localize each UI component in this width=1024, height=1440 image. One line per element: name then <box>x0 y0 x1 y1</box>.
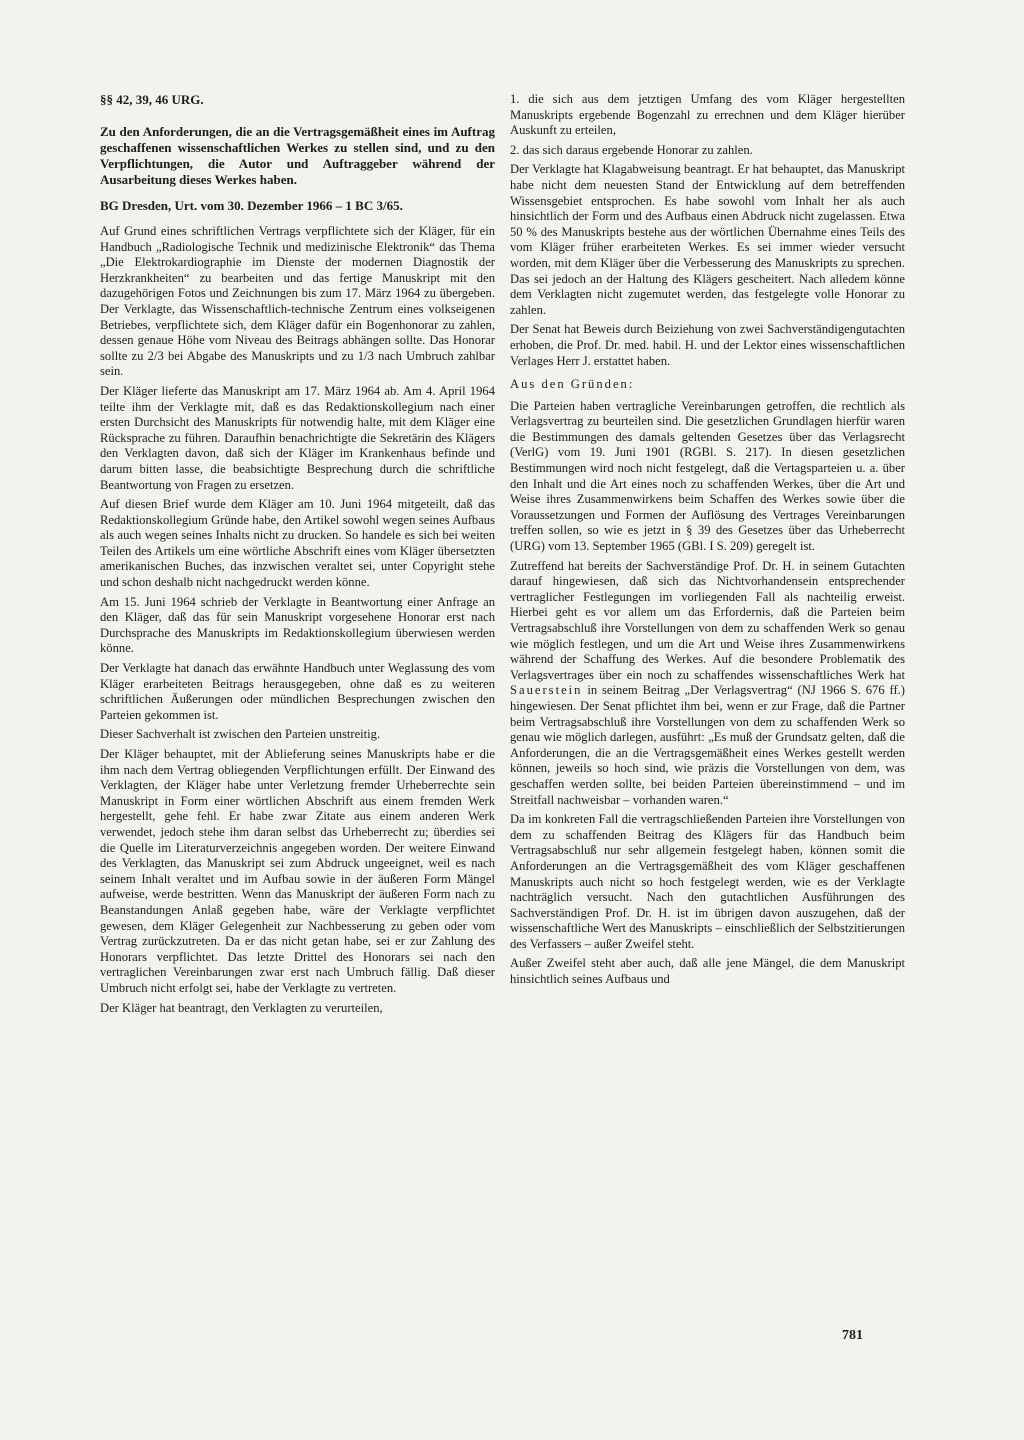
right-column <box>510 92 905 992</box>
list-item: 2. das sich daraus ergebende Honorar zu zahlen. <box>510 142 753 157</box>
paragraph: Der Kläger behauptet, mit der Ablieferung seines Manuskripts habe er die ihm nach dem Vertrag obliegenden Verpflichtungen erfüllt. Der Einwand des Verklagten, der Kläger habe unter Verletzung fremder Urheberrechte sein Manuskript in Form einer wörtlichen Abschrift aus einem fremden Werk hergestellt, gehe fehl. Er habe zwar Zitate aus einem anderen Werk verwendet, jedoch stehe ihm daran selbst das Urheberrecht zu; überdies sei die Quelle im Literaturverzeichnis angegeben worden. Der weitere Einwand des Verklagten, das Manuskript sei zum Abdruck ungeeignet, weil es nach seinem Inhalt veraltet und im Aufbau sowie in der äußeren Form Mängel aufweise, werde bestritten. Wenn das Manuskript der äußeren Form nach zu Beanstandungen Anlaß gegeben habe, wäre der Verklagte verpflichtet gewesen, dem Kläger Gelegenheit zur Nachbesserung zu geben oder vom Vertrag zurückzutreten. Da er das nicht getan habe, sei er zur Zahlung des Honorars verpflichtet. Das letzte Drittel des Honorars sei nach den vertraglichen Vereinbarungen zwar erst nach Umbruch fällig. Daß dieser Umbruch nicht erfolgt sei, habe der Verklagte zu vertreten. <box>100 747 495 995</box>
list-item: 1. die sich aus dem jetztigen Umfang des vom Kläger hergestellten Manuskripts ergebende Bogenzahl zu errechnen und dem Kläger hierüber Auskunft zu erteilen, <box>510 92 905 138</box>
author-name: Sauerstein <box>510 683 583 698</box>
court-citation: BG Dresden, Urt. vom 30. Dezember 1966 – 1 BC 3/65. <box>100 198 403 214</box>
paragraph: Dieser Sachverhalt ist zwischen den Parteien unstreitig. <box>100 727 381 742</box>
page-number: 781 <box>842 1328 863 1343</box>
paragraph: Die Parteien haben vertragliche Vereinbarungen getroffen, die rechtlich als Verlagsvertrag zu beurteilen sind. Die gesetzlichen Grundlagen hierfür waren die Bestimmungen des damals geltenden Gesetzes über das Verlagsrecht (VerlG) vom 19. Juni 1901 (RGBl. S. 217). In diesen gesetzlichen Bestimmungen wird noch nicht festgelegt, daß die Vertagsparteien u. a. über den Inhalt und die Art eines noch zu schaffenden Werkes, über die Art und Weise ihres Zusammenwirkens beim Schaffen des Werkes sowie über die Voraussetzungen und Formen der Auflösung des Vertrages Vereinbarungen treffen sollen, so wie es jetzt in § 39 des Gesetzes über das Urheberrecht (URG) vom 13. September 1965 (GBl. I S. 209) geregelt ist. <box>510 398 905 554</box>
paragraph: Auf diesen Brief wurde dem Kläger am 10. Juni 1964 mitgeteilt, daß das Redaktionskollegium Gründe habe, den Artikel sowohl wegen seines Aufbaus als auch wegen seines Inhalts nicht zu drucken. So handele es sich bei weiten Teilen des Artikels um eine wörtliche Abschrift eines vom Kläger übersetzten amerikanischen Buches, das inzwischen veraltet sei, unter Copyright stehe und schon deshalb nicht nachgedruckt werden könne. <box>100 497 495 590</box>
paragraph: Der Senat hat Beweis durch Beiziehung von zwei Sachverständigengutachten erhoben, die Prof. Dr. med. habil. H. und der Lektor eines wissenschaftlichen Verlages Herr J. erstattet haben. <box>510 322 905 368</box>
statute-reference: §§ 42, 39, 46 URG. <box>100 92 204 107</box>
paragraph <box>510 559 905 809</box>
section-heading: Aus den Gründen: <box>510 377 635 392</box>
headnote: Zu den Anforderungen, die an die Vertragsgemäßheit eines im Auftrag geschaffenen wissenschaftlichen Werkes zu stellen sind, und zu den Verpflichtungen, die Autor und Auftraggeber während der Ausarbeitung dieses Werkes haben. <box>100 123 495 188</box>
paragraph: Der Kläger hat beantragt, den Verklagten zu verurteilen, <box>100 1000 383 1015</box>
paragraph: Der Kläger lieferte das Manuskript am 17. März 1964 ab. Am 4. April 1964 teilte ihm der Verklagte mit, daß es das Redaktionskollegium nach einer ersten Durchsicht des Manuskripts für notwendig halte, mit dem Kläger eine Rücksprache zu führen. Daraufhin benachrichtigte die Sekretärin des Klägers den Verklagten davon, daß sich der Kläger im Krankenhaus befinde und darum bitten lasse, die beabsichtigte Besprechung durch die schriftliche Beantwortung von Fragen zu ersetzen. <box>100 383 495 492</box>
paragraph-text: in seinem Beitrag „Der Verlagsvertrag“ (NJ 1966 S. 676 ff.) hingewiesen. Der Senat pflichtet ihm bei, wenn er zur Frage, daß die Partner beim Vertragsabschluß ihre Vorstellungen von dem zu schaffenden Werk so genau wie möglich darlegen, ausführt: „Es muß der Grundsatz gelten, daß die Anforderungen, die an die Vertragsgemäßheit eines Werkes gestellt werden können, jeweils so hoch sind, wie präzis die Vorstellungen von dem, was geschaffen werden sollte, bei beiden Parteien übereinstimmend – und im Streitfall nachweisbar – vorhanden waren.“ <box>510 683 905 807</box>
paragraph: Außer Zweifel steht aber auch, daß alle jene Mängel, die dem Manuskript hinsichtlich seines Aufbaus und <box>510 956 905 987</box>
paragraph: Da im konkreten Fall die vertragschließenden Parteien ihre Vorstellungen von dem zu schaffenden Beitrag des Klägers für das Handbuch beim Vertragsabschluß nur sehr allgemein festgelegt haben, können somit die Anforderungen an die Vertragsgemäßheit des vom Kläger geschaffenen Manuskripts auch nicht so hoch festgelegt werden, wie es der Verklagte nachträglich versucht. Nach den gutachtlichen Ausführungen des Sachverständigen Prof. Dr. H. ist im übrigen davon auszugehen, daß der wissenschaftliche Wert des Manuskripts – einschließlich der Selbstzitierungen des Verfassers – außer Zweifel steht. <box>510 812 905 951</box>
left-column <box>100 92 495 1020</box>
paragraph-text: Zutreffend hat bereits der Sachverständige Prof. Dr. H. in seinem Gutachten darauf hingewiesen, daß sich das Nichtvorhandensein entsprechender vertraglicher Festlegungen im vorliegenden Fall als nachteilig erweist. Hierbei geht es vor allem um das Erfordernis, daß die Parteien beim Vertragsabschluß ihre Vorstellungen von dem zu schaffenden Werk so genau wie möglich festlegen, und um die Art und Weise ihres Zusammenwirkens während der Schaffung des Werkes. Auf die besondere Problematik des Verlagsvertrages über ein noch zu schaffendes wissenschaftliches Werk hat <box>510 558 905 682</box>
paragraph: Am 15. Juni 1964 schrieb der Verklagte in Beantwortung einer Anfrage an den Kläger, daß das für sein Manuskript vorgesehene Honorar erst nach Durchsprache des Manuskripts im Redaktionskollegium überwiesen werden könne. <box>100 594 495 656</box>
paragraph: Der Verklagte hat danach das erwähnte Handbuch unter Weglassung des vom Kläger erarbeiteten Beitrags herausgegeben, ohne daß es zu weiteren schriftlichen Äußerungen oder mündlichen Besprechungen zwischen den Parteien gekommen ist. <box>100 661 495 722</box>
paragraph: Der Verklagte hat Klagabweisung beantragt. Er hat behauptet, das Manuskript habe nicht dem neuesten Stand der Entwicklung auf dem betreffenden Wissensgebiet entsprochen. Es habe sowohl vom Inhalt her als auch hinsichtlich der Form und des Aufbaus einen Abdruck nicht zugelassen. Etwa 50 % des Manuskripts bestehe aus der wörtlichen Übernahme eines Teils des vom Kläger früher erarbeiteten Werkes. Es sei immer wieder versucht worden, mit dem Kläger über die Verbesserung des Manuskripts zu sprechen. Das sei jedoch an der Haltung des Klägers gescheitert. Nach alledem könne dem Verklagten nicht zugemutet werden, das festgelegte volle Honorar zu zahlen. <box>510 162 905 317</box>
paragraph: Auf Grund eines schriftlichen Vertrags verpflichtete sich der Kläger, für ein Handbuch „Radiologische Technik und medizinische Elektronik“ das Thema „Die Elektrokardiographie im Dienste der modernen Diagnostik der Herzkrankheiten“ zu bearbeiten und das fertige Manuskript mit den dazugehörigen Fotos und Zeichnungen bis zum 17. März 1964 zu übergeben. Der Verklagte, das Wissenschaftlich-technische Zentrum eines volkseigenen Betriebes, verpflichtete sich, dem Kläger dafür ein Bogenhonorar zu zahlen, dessen genaue Höhe vom Niveau des Beitrags abhängen sollte. Das Honorar sollte zu 2/3 bei Abgabe des Manuskripts und zu 1/3 nach Umbruch zahlbar sein. <box>100 224 495 379</box>
